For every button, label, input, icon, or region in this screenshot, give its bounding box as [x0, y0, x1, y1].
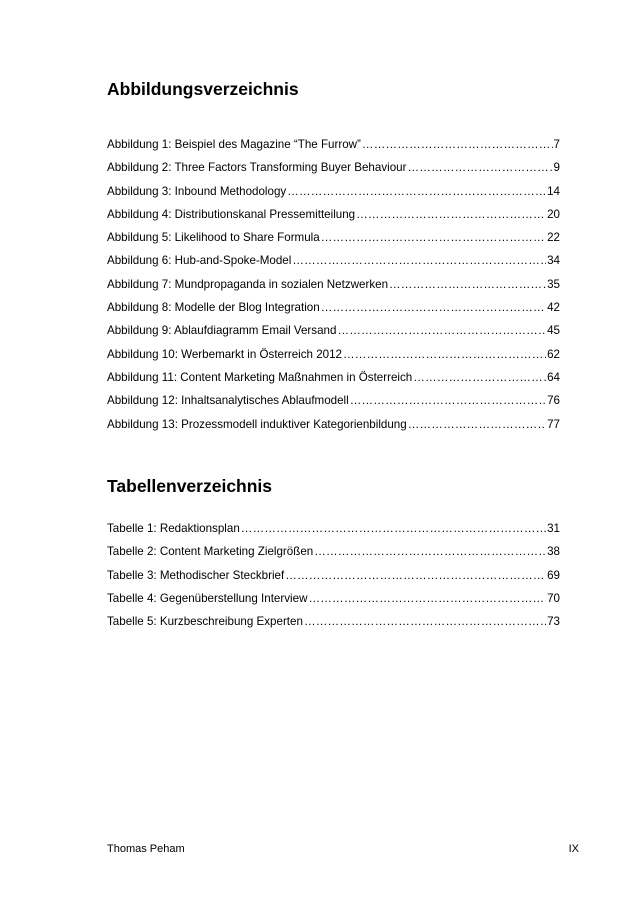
list-item	[107, 370, 560, 393]
entry-page-number: 77	[547, 417, 560, 431]
list-item	[107, 347, 560, 370]
list-item	[107, 393, 560, 416]
dot-leader	[408, 417, 546, 432]
figures-list	[107, 137, 560, 440]
entry-label: Tabelle 4: Gegenüberstellung Interview	[107, 591, 308, 605]
entry-label: Abbildung 4: Distributionskanal Pressemitteilung	[107, 207, 356, 221]
entry-label: Abbildung 1: Beispiel des Magazine “The Furrow”	[107, 138, 361, 151]
entry-page-number: 7	[553, 138, 560, 151]
list-item	[107, 521, 560, 544]
list-item	[107, 591, 560, 614]
entry-page-number: 70	[547, 591, 560, 605]
entry-page-number: 69	[547, 568, 560, 582]
entry-page-number: 31	[547, 522, 560, 535]
list-item	[107, 614, 560, 637]
dot-leader	[314, 544, 546, 559]
entry-page-number: 9	[553, 161, 560, 175]
entry-page-number: 42	[547, 301, 560, 315]
dot-leader	[287, 184, 546, 199]
tables-list	[107, 521, 560, 637]
dot-leader	[337, 323, 546, 338]
entry-page-number: 45	[547, 324, 560, 338]
list-item	[107, 323, 560, 346]
entry-label: Tabelle 1: Redaktionsplan	[107, 522, 240, 535]
list-item	[107, 230, 560, 253]
list-item	[107, 160, 560, 183]
entry-label: Abbildung 13: Prozessmodell induktiver Kategorienbildung	[107, 417, 407, 431]
entry-page-number: 14	[547, 184, 560, 198]
dot-leader	[308, 591, 546, 606]
dot-leader	[413, 370, 546, 385]
dot-leader	[292, 253, 546, 268]
footer-author: Thomas Peham	[107, 843, 185, 855]
entry-page-number: 62	[547, 347, 560, 361]
entry-page-number: 38	[547, 545, 560, 559]
list-item	[107, 300, 560, 323]
dot-leader	[241, 521, 546, 536]
list-item	[107, 417, 560, 440]
list-item	[107, 184, 560, 207]
entry-label: Abbildung 8: Modelle der Blog Integration	[107, 301, 320, 315]
entry-label: Abbildung 5: Likelihood to Share Formula	[107, 231, 320, 245]
entry-label: Tabelle 2: Content Marketing Zielgrößen	[107, 545, 314, 559]
dot-leader	[321, 230, 546, 245]
entry-label: Abbildung 9: Ablaufdiagramm Email Versand	[107, 324, 337, 338]
entry-label: Tabelle 5: Kurzbeschreibung Experten	[107, 615, 303, 629]
entry-page-number: 22	[547, 231, 560, 245]
footer-page-number: IX	[568, 843, 579, 855]
dot-leader	[389, 277, 546, 292]
entry-page-number: 20	[547, 207, 560, 221]
dot-leader	[285, 568, 546, 583]
dot-leader	[343, 347, 546, 362]
dot-leader	[362, 137, 553, 152]
entry-label: Tabelle 3: Methodischer Steckbrief	[107, 568, 285, 582]
list-item	[107, 253, 560, 276]
dot-leader	[350, 393, 546, 408]
figures-heading: Abbildungsverzeichnis	[107, 79, 299, 99]
list-item	[107, 277, 560, 300]
list-item	[107, 207, 560, 230]
entry-label: Abbildung 11: Content Marketing Maßnahmen in Österreich	[107, 370, 413, 384]
entry-label: Abbildung 2: Three Factors Transforming Buyer Behaviour	[107, 161, 407, 175]
list-item	[107, 137, 560, 160]
entry-label: Abbildung 12: Inhaltsanalytisches Ablaufmodell	[107, 394, 349, 408]
entry-label: Abbildung 7: Mundpropaganda in sozialen Netzwerken	[107, 277, 389, 291]
entry-page-number: 35	[547, 277, 560, 291]
dot-leader	[321, 300, 546, 315]
dot-leader	[407, 160, 552, 175]
dot-leader	[356, 207, 546, 222]
entry-page-number: 34	[547, 254, 560, 268]
entry-label: Abbildung 6: Hub-and-Spoke-Model	[107, 254, 292, 268]
entry-label: Abbildung 3: Inbound Methodology	[107, 184, 287, 198]
list-item	[107, 568, 560, 591]
entry-page-number: 76	[547, 394, 560, 408]
entry-label: Abbildung 10: Werbemarkt in Österreich 2012	[107, 347, 343, 361]
list-item	[107, 544, 560, 567]
tables-heading: Tabellenverzeichnis	[107, 476, 273, 496]
dot-leader	[304, 614, 546, 629]
entry-page-number: 64	[547, 370, 560, 384]
entry-page-number: 73	[547, 615, 560, 629]
